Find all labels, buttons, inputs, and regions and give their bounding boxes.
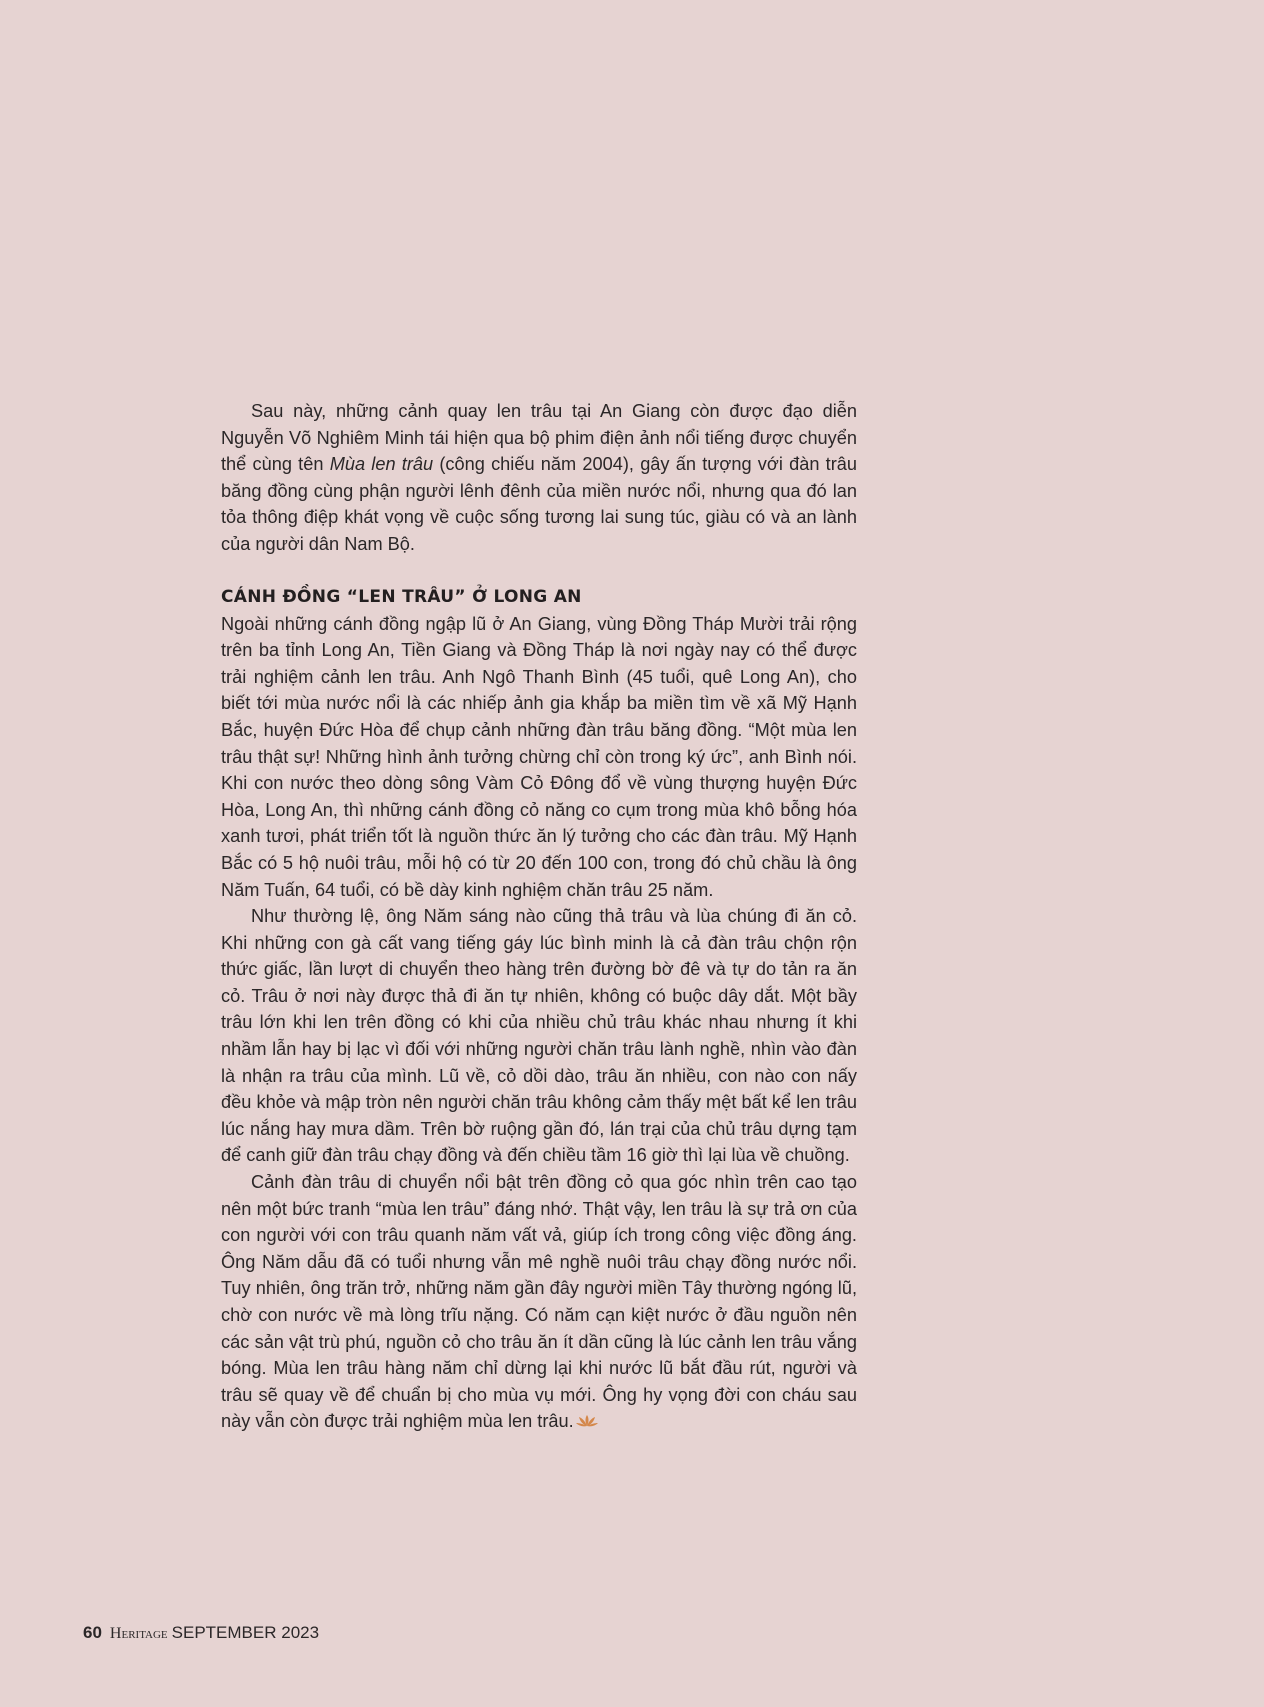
- issue-date: SEPTEMBER 2023: [171, 1623, 320, 1642]
- page-number: 60: [83, 1623, 102, 1642]
- body-paragraph: Như thường lệ, ông Năm sáng nào cũng thả trâu và lùa chúng đi ăn cỏ. Khi những con gà cất vang tiếng gáy lúc bình minh là cả đàn trâu chộn rộn thức giấc, lần lượt di chuyển theo hàng trên đường bờ đê và tự do tản ra ăn cỏ. Trâu ở nơi này được thả đi ăn tự nhiên, không có buộc dây dắt. Một bầy trâu lớn khi len trên đồng có khi của nhiều chủ trâu khác nhau nhưng ít khi nhầm lẫn hay bị lạc vì đối với những người chăn trâu lành nghề, nhìn vào đàn là nhận ra trâu của mình. Lũ về, cỏ dồi dào, trâu ăn nhiều, con nào con nấy đều khỏe và mập tròn nên người chăn trâu không cảm thấy mệt bất kể len trâu lúc nắng hay mưa dầm. Trên bờ ruộng gần đó, lán trại của chủ trâu dựng tạm để canh giữ đàn trâu chạy đồng và đến chiều tầm 16 giờ thì lại lùa về chuồng.: [221, 906, 857, 1166]
- article-body: [221, 398, 857, 1435]
- page-footer: [83, 1622, 319, 1645]
- magazine-title: Heritage: [109, 1625, 168, 1642]
- intro-paragraph: Sau này, những cảnh quay len trâu tại An Giang còn được đạo diễn Nguyễn Võ Nghiêm Minh tái hiện qua bộ phim điện ảnh nổi tiếng được chuyển thể cùng tên Mùa len trâu (công chiếu năm 2004), gây ấn tượng với đàn trâu băng đồng cùng phận người lênh đênh của miền nước nổi, nhưng qua đó lan tỏa thông điệp khát vọng về cuộc sống tương lai sung túc, giàu có và an lành của người dân Nam Bộ.: [221, 401, 857, 554]
- body-paragraph: Cảnh đàn trâu di chuyển nổi bật trên đồng cỏ qua góc nhìn trên cao tạo nên một bức tranh “mùa len trâu” đáng nhớ. Thật vậy, len trâu là sự trả ơn của con người với con trâu quanh năm vất vả, giúp ích trong công việc đồng áng. Ông Năm dẫu đã có tuổi nhưng vẫn mê nghề nuôi trâu chạy đồng nước nổi. Tuy nhiên, ông trăn trở, những năm gần đây người miền Tây thường ngóng lũ, chờ con nước về mà lòng trĩu nặng. Có năm cạn kiệt nước ở đầu nguồn nên các sản vật trù phú, nguồn cỏ cho trâu ăn ít dần cũng là lúc cảnh len trâu vắng bóng. Mùa len trâu hàng năm chỉ dừng lại khi nước lũ bắt đầu rút, người và trâu sẽ quay về để chuẩn bị cho mùa vụ mới. Ông hy vọng đời con cháu sau này vẫn còn được trải nghiệm mùa len trâu.: [221, 1172, 857, 1432]
- body-paragraph: Ngoài những cánh đồng ngập lũ ở An Giang, vùng Đồng Tháp Mười trải rộng trên ba tỉnh Long An, Tiền Giang và Đồng Tháp là nơi ngày nay có thể được trải nghiệm cảnh len trâu. Anh Ngô Thanh Bình (45 tuổi, quê Long An), cho biết tới mùa nước nổi là các nhiếp ảnh gia khắp ba miền tìm về xã Mỹ Hạnh Bắc, huyện Đức Hòa để chụp cảnh những đàn trâu băng đồng. “Một mùa len trâu thật sự! Những hình ảnh tưởng chừng chỉ còn trong ký ức”, anh Bình nói. Khi con nước theo dòng sông Vàm Cỏ Đông đổ về vùng thượng huyện Đức Hòa, Long An, thì những cánh đồng cỏ năng co cụm trong mùa khô bỗng hóa xanh tươi, phát triển tốt là nguồn thức ăn lý tưởng cho các đàn trâu. Mỹ Hạnh Bắc có 5 hộ nuôi trâu, mỗi hộ có từ 20 đến 100 con, trong đó chủ chầu là ông Năm Tuấn, 64 tuổi, có bề dày kinh nghiệm chăn trâu 25 năm.: [221, 613, 857, 900]
- lotus-icon: [576, 1414, 598, 1428]
- film-title: Mùa len trâu: [329, 454, 434, 475]
- section-heading: CÁNH ĐỒNG “LEN TRÂU” Ở LONG AN: [221, 586, 582, 607]
